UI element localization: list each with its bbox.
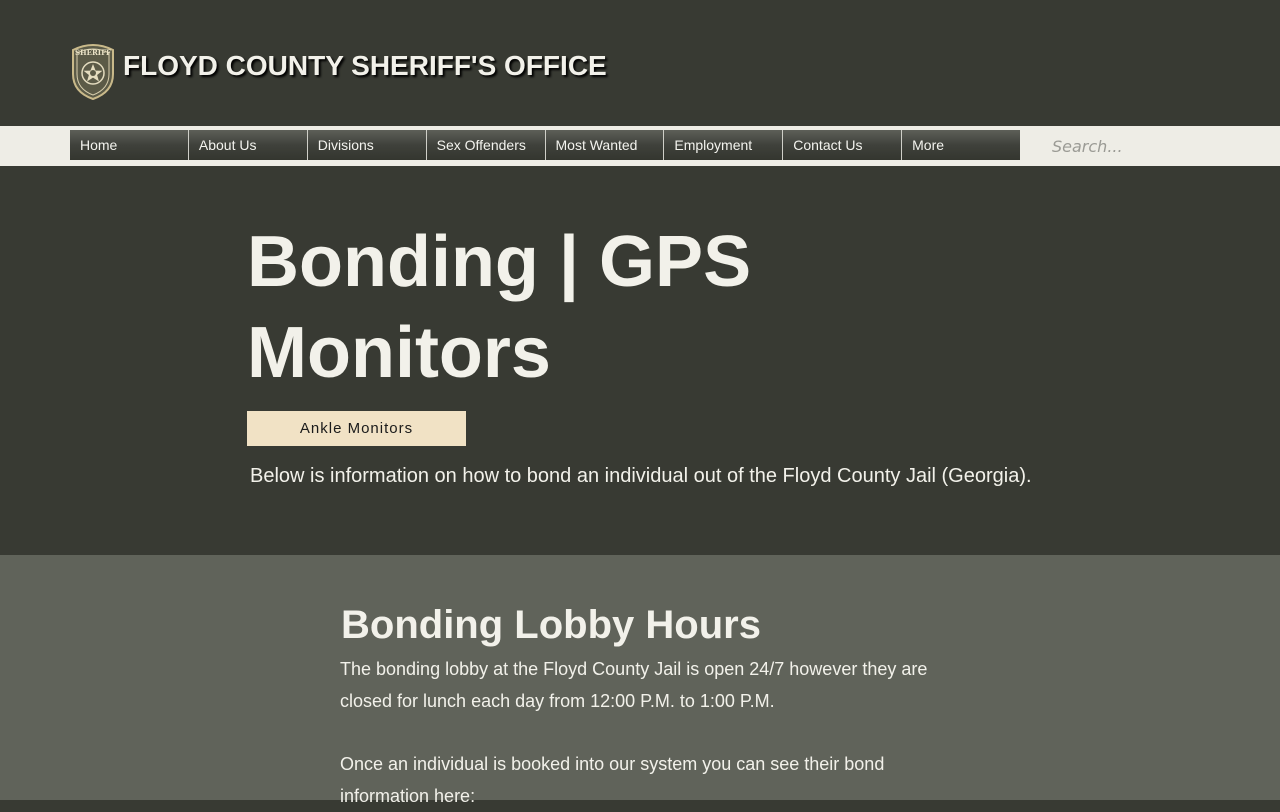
- badge-text: SHERIFF: [74, 48, 112, 57]
- nav-item-more[interactable]: More: [902, 130, 1020, 160]
- nav-item-most-wanted[interactable]: Most Wanted: [546, 130, 665, 160]
- lobby-hours-text: The bonding lobby at the Floyd County Jail is open 24/7 however they are closed for lunch each day from 12:00 P.M. to 1:00 P.M.: [340, 659, 928, 711]
- nav-item-divisions[interactable]: Divisions: [308, 130, 427, 160]
- nav-item-employment[interactable]: Employment: [664, 130, 783, 160]
- search-input[interactable]: [1044, 130, 1280, 162]
- site-header: [0, 0, 1280, 126]
- sheriff-badge-logo[interactable]: [69, 40, 117, 100]
- bond-info-text: Once an individual is booked into our system you can see their bond information here:: [340, 754, 885, 806]
- main-nav: [70, 130, 1020, 160]
- nav-item-home[interactable]: Home: [70, 130, 189, 160]
- section-title: Bonding Lobby Hours: [341, 603, 761, 647]
- nav-item-contact-us[interactable]: Contact Us: [783, 130, 902, 160]
- nav-item-about-us[interactable]: About Us: [189, 130, 308, 160]
- page-title: Bonding | GPS Monitors: [247, 222, 752, 393]
- nav-item-sex-offenders[interactable]: Sex Offenders: [427, 130, 546, 160]
- ankle-monitors-button[interactable]: Ankle Monitors: [247, 411, 466, 446]
- intro-text: Below is information on how to bond an individual out of the Floyd County Jail (Georgia).: [250, 465, 1032, 487]
- site-title[interactable]: FLOYD COUNTY SHERIFF'S OFFICE: [123, 50, 607, 81]
